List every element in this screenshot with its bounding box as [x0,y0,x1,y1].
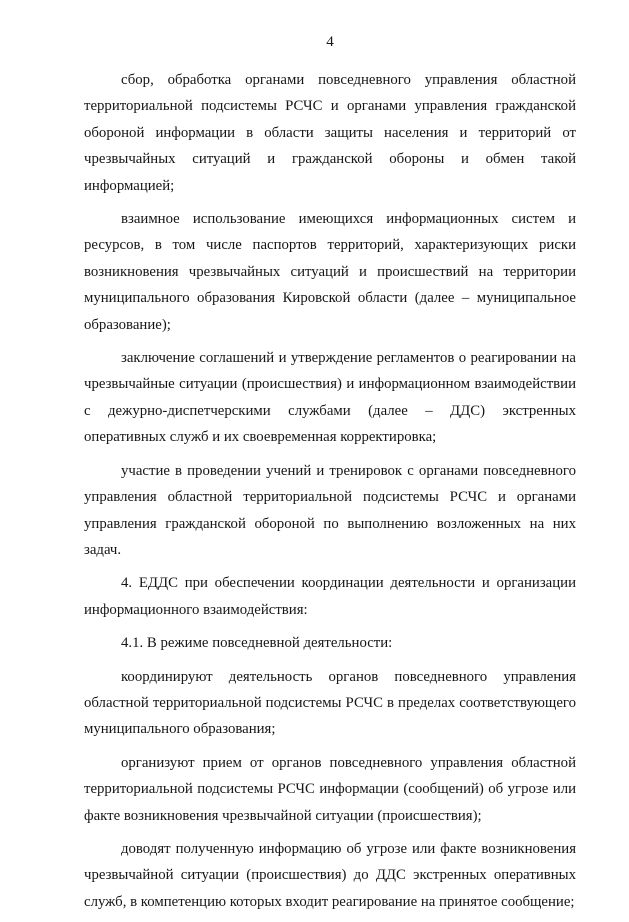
paragraph-info-collection: сбор, обработка органами повседневного управления областной территориальной подсистемы РСЧС и органами управления гражданской обороной информации в области защиты населения и территорий от чрезвычайных ситуаций и гражданской обороны и обмен такой информацией; [84,72,576,194]
paragraph-mutual-use: взаимное использование имеющихся информационных систем и ресурсов, в том числе паспортов территорий, характеризующих риски возникновения чрезвычайных ситуаций и происшествий на территории муниципального образования Кировской области (далее – муниципальное образование); [84,211,576,333]
paragraph-section-4-1: 4.1. В режиме повседневной деятельности: [121,635,393,652]
paragraph-receive: организуют прием от органов повседневного управления областной территориальной подсистемы РСЧС информации (сообщений) об угрозе или факте возникновения чрезвычайной ситуации (происшествия); [84,754,576,824]
paragraph-agreements: заключение соглашений и утверждение регламентов о реагировании на чрезвычайные ситуации (происшествия) и информационном взаимодействии с дежурно-диспетчерскими службами (далее – ДДС) экстренных оперативных служб и их своевременная корректировка; [84,350,576,446]
document-body [84,67,576,922]
paragraph-deliver: доводят полученную информацию об угрозе или факте возникновения чрезвычайной ситуации (происшествия) до ДДС экстренных оперативных служб, в компетенцию которых входит реагирование на принятое сообщение; [84,840,576,910]
paragraph-section-4: 4. ЕДДС при обеспечении координации деятельности и организации информационного взаимодействия: [84,575,576,618]
page-number: 4 [326,34,334,50]
paragraph-exercises: участие в проведении учений и тренировок с органами повседневного управления областной территориальной подсистемы РСЧС и органами управления гражданской обороной по выполнению возложенных на них задач. [84,462,576,558]
paragraph-coordinate: координируют деятельность органов повседневного управления областной территориальной подсистемы РСЧС в пределах соответствующего муниципального образования; [84,668,576,738]
